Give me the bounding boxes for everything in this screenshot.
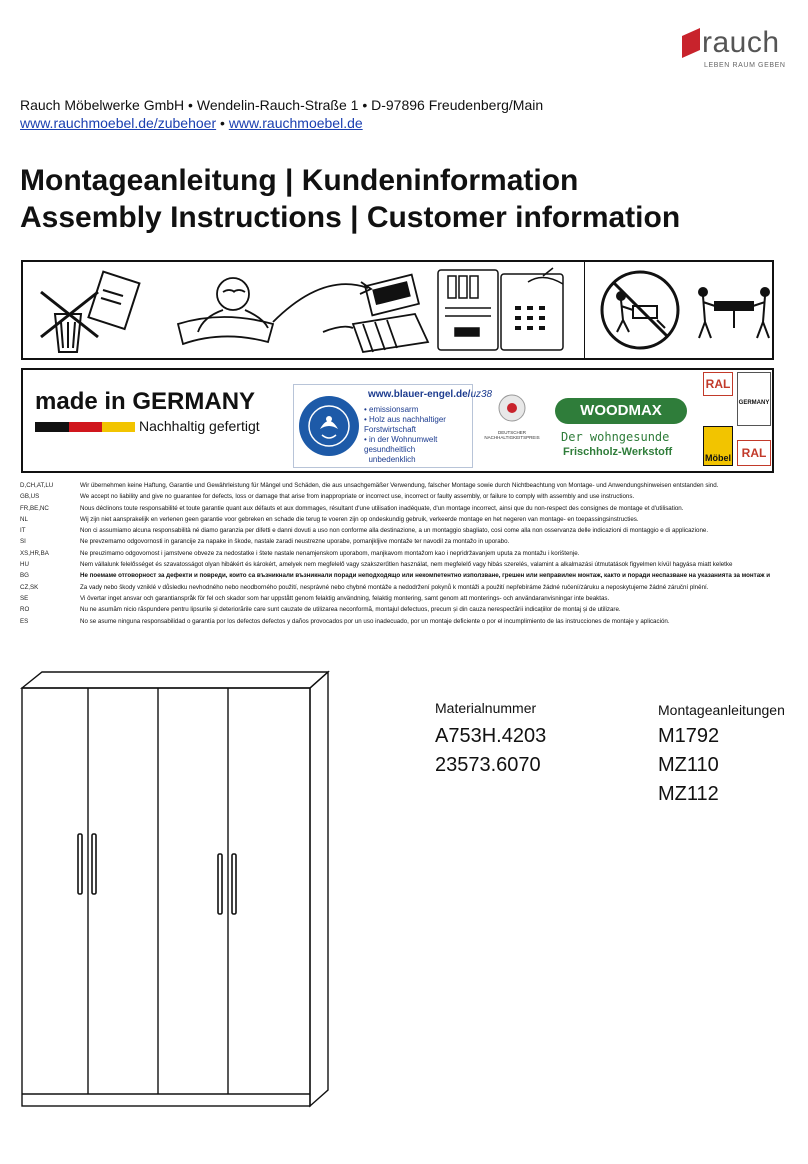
disclaimer-text: Non ci assumiamo alcuna responsabilità né diamo garanzia per difetti e danni dovuti a uso non conforme alla destinazione, a un montaggio sbagliato, così come alla non osservanza delle indicazioni di montaggio e di applicazione. (80, 527, 709, 535)
award-text: DEUTSCHER NACHHALTIGKEITSPREIS (484, 430, 540, 440)
language-code: RO (20, 606, 30, 614)
liability-disclaimer (20, 480, 790, 627)
table-row (20, 570, 790, 581)
blauer-engel-label (293, 384, 493, 468)
list-item: • in der Wohnumwelt gesundheitlich (364, 435, 438, 454)
language-code: NL (20, 515, 28, 523)
rauch-logo (680, 28, 790, 76)
table-row (20, 559, 790, 570)
store-manual-icon (323, 275, 428, 352)
illustrations-svg (23, 262, 772, 358)
disclaimer-text: Vi övertar inget ansvar och garantianspråk för fel och skador som har uppstått genom felaktig användning, felaktig montering, samt genom att monterings- och användaranvisningar inte beaktas. (80, 594, 610, 602)
page-title (20, 162, 680, 236)
list-item: unbedenklich (368, 455, 416, 464)
german-flag-icon (35, 422, 135, 432)
table-row (20, 480, 790, 491)
table-row (20, 514, 790, 525)
table-row (20, 548, 790, 559)
language-code: GB,US (20, 493, 40, 501)
table-row (20, 582, 790, 593)
language-code: CZ,SK (20, 583, 39, 591)
instruction-code: M1792 (658, 725, 720, 747)
company-address (20, 96, 543, 132)
disclaimer-text: Nu ne asumăm nicio răspundere pentru lipsurile și deteriorările care sunt cauzate de utilizarea neconformă, montajul defectuos, precum și din cauza nerespectării indicațiilor de montaj și de utilizare. (80, 606, 621, 614)
language-code: IT (20, 527, 26, 535)
woodmax-line-1: Der wohngesunde (561, 430, 670, 444)
no-trash-icon (41, 272, 139, 352)
language-code: XS,HR,BA (20, 549, 49, 557)
instruction-code: MZ110 (658, 754, 719, 776)
blauer-engel-url: www.blauer-engel.de/uz38 (368, 389, 493, 400)
material-number: A753H.4203 (435, 725, 547, 747)
address-links (20, 114, 543, 132)
language-code: HU (20, 561, 29, 569)
list-item: • emissionsarm (364, 405, 419, 414)
accessories-link[interactable]: www.rauchmoebel.de/zubehoer (20, 115, 217, 131)
link-separator: • (220, 115, 225, 131)
award-emblem-icon (481, 392, 543, 428)
disclaimer-text: Wij zijn niet aansprakelijk en verlenen geen garantie voor gebreken en schade die terug te voeren zijn op ondeskundig gebruik, verkeerde montage en het negeren van montage- en toepassingsinstructies. (80, 515, 639, 523)
ral-badge-bottom: RAL (737, 440, 771, 466)
disclaimer-text: Ne preuzimamo odgovornost i jamstvene obveze za nedostatke i štete nastale nenamjenskom uporabom, manjkavom montažom kao i nepridržavanjem uputa za montažu i korištenje. (80, 549, 580, 557)
material-number: 23573.6070 (435, 754, 541, 776)
instructions-label: Montageanleitungen (658, 702, 785, 718)
table-row (20, 593, 790, 604)
germany-badge: GERMANY (737, 372, 771, 426)
language-code: FR,BE,NC (20, 504, 49, 512)
made-in-germany-heading: made in GERMANY (35, 388, 256, 415)
homepage-link[interactable]: www.rauchmoebel.de (228, 115, 363, 131)
table-row (20, 503, 790, 514)
language-code: SI (20, 538, 26, 546)
made-in-germany-subtitle: Nachhaltig gefertigt (139, 418, 260, 434)
ral-badge-top: RAL (703, 372, 733, 396)
address-line: Rauch Möbelwerke GmbH • Wendelin-Rauch-Straße 1 • D-97896 Freudenberg/Main (20, 97, 544, 113)
instruction-code: MZ112 (658, 783, 719, 805)
list-item: • Holz aus nachhaltiger Forstwirtschaft (364, 415, 446, 434)
blauer-engel-points (364, 405, 472, 465)
read-manual-icon (178, 278, 371, 344)
parts-list-icon (438, 268, 563, 350)
disclaimer-text: Nous déclinons toute responsabilité et toute garantie quant aux défauts et aux dommages, résultant d'une utilisation inadéquate, d'un montage incorrect, ainsi que du non-respect des consignes de montage et d'utilisation. (80, 504, 684, 512)
language-code: ES (20, 617, 29, 625)
woodmax-badge: WOODMAX (555, 398, 687, 424)
table-row (20, 616, 790, 627)
disclaimer-text: Ne prevzemamo odgovornosti in garancije za napake in škode, nastale zaradi neustrezne uporabe, pomanjkljive montaže ter navodil za montažo in uporabo. (80, 538, 510, 546)
table-row (20, 525, 790, 536)
blauer-engel-seal-icon (298, 395, 360, 457)
woodmax-line-2: Frischholz-Werkstoff (563, 446, 673, 458)
material-number-label: Materialnummer (435, 700, 537, 716)
logo-wordmark: rauch (702, 26, 780, 59)
sustainability-award (481, 392, 543, 452)
logo-tagline: LEBEN RAUM GEBEN (704, 62, 786, 69)
language-code: D,CH,AT,LU (20, 482, 54, 489)
wardrobe-drawing (20, 670, 330, 1110)
disclaimer-text: Wir übernehmen keine Haftung, Garantie und Gewährleistung für Mängel und Schäden, die aus unsachgemäßer Verwendung, falscher Montage sowie durch Nichtbeachtung von Montage- und Anwendungshinweisen entstanden sind. (80, 482, 719, 489)
disclaimer-text: Не поемаме отговорност за дефекти и повреди, които са възникнали възникнали поради неподходящо или некомпетентно използване, грешен или неправилен монтаж, както и поради неспазване на указанията за монтаж и (80, 572, 771, 580)
two-person-carry-icon (602, 270, 771, 350)
instruction-illustrations (21, 260, 774, 360)
language-code: SE (20, 594, 29, 602)
disclaimer-text: Nem vállalunk felelősséget és szavatosságot olyan hibákért és károkért, amelyek nem megfelelő vagy szakszerűtlen használat, nem megfelelő vagy hibás szerelés, valamint a alkalmazási útmutatások figyelmen kívül hagyása miatt keletke (80, 561, 733, 569)
disclaimer-text: We accept no liability and give no guarantee for defects, loss or damage that arise from inappropriate or incorrect use, incorrect or faulty assembly, or failure to comply with assembly and use instructions. (80, 493, 635, 501)
title-line-2: Assembly Instructions | Customer information (20, 201, 681, 234)
title-line-1: Montageanleitung | Kundeninformation (20, 164, 579, 197)
table-row (20, 604, 790, 615)
table-row (20, 536, 790, 547)
certificates-banner (21, 368, 774, 473)
disclaimer-text: No se asume ninguna responsabilidad o garantía por los defectos defectos y daños provocados por un uso inadecuado, por un montaje deficiente o por el incumplimiento de las instrucciones de montaje y aplicación. (80, 617, 670, 625)
disclaimer-text: Za vady nebo škody vzniklé v důsledku nevhodného nebo neodborného použití, nesprávné nebo chybné montáže a nedodržení pokynů k montáži a použití nepřebíráme žádné ručení/záruku a neposkytujeme žádné záruční plnění. (80, 583, 709, 591)
table-row (20, 491, 790, 502)
language-code: BG (20, 572, 29, 580)
moebel-badge: Möbel (703, 426, 733, 466)
